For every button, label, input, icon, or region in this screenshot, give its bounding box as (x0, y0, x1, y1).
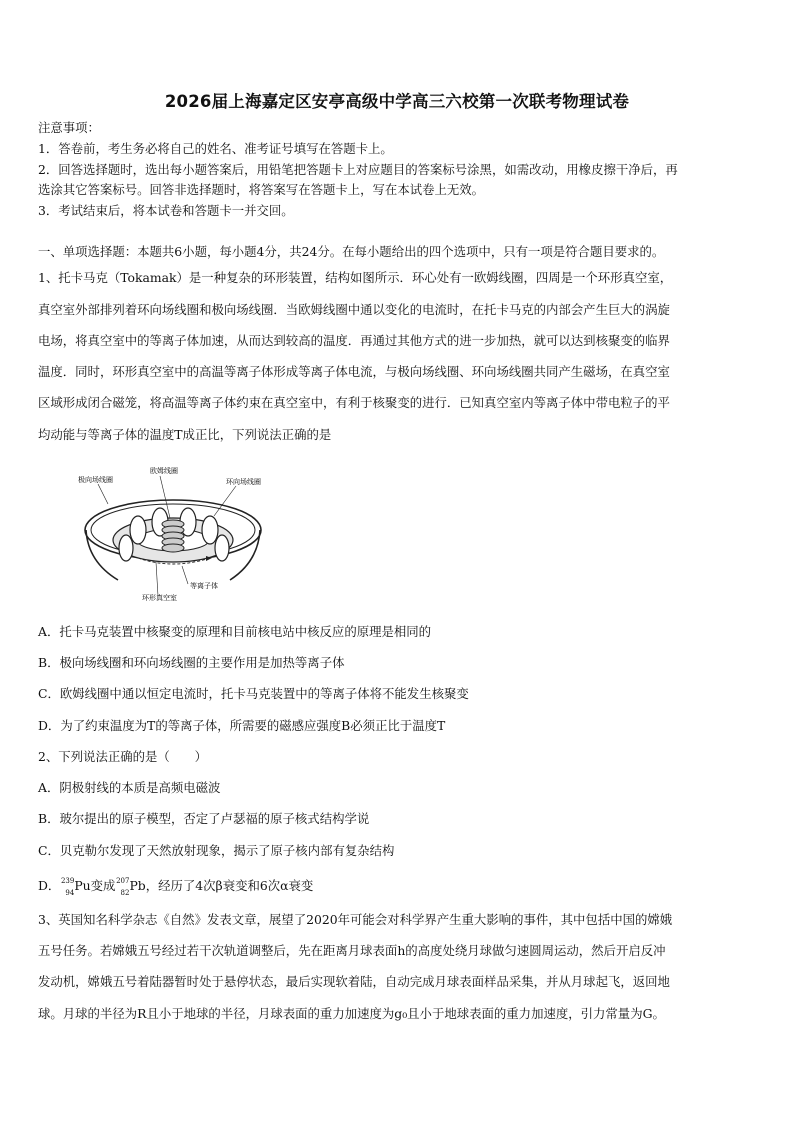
q3-line-3: 发动机，嫦娥五号着陆器暂时处于悬停状态，最后实现软着陆，自动完成月球表面样品采集，并从月球起飞，返回地 (38, 974, 670, 989)
q1-option-c: C．欧姆线圈中通以恒定电流时，托卡马克装置中的等离子体将不能发生核聚变 (38, 686, 469, 701)
note-item-1: 1．答卷前，考生务必将自己的姓名、准考证号填写在答题卡上。 (38, 141, 393, 156)
pu-atomic-number: 94 (65, 889, 75, 897)
page-title: 2026届上海嘉定区安亭高级中学高三六校第一次联考物理试卷 (164, 92, 630, 111)
q2-option-a: A．阴极射线的本质是高频电磁波 (38, 780, 221, 795)
tokamak-diagram (78, 462, 278, 602)
q1-option-b: B．极向场线圈和环向场线圈的主要作用是加热等离子体 (38, 655, 345, 670)
notes-heading: 注意事项： (38, 120, 100, 135)
q3-line-1: 3、英国知名科学杂志《自然》发表文章，展望了2020年可能会对科学界产生重大影响的事件，其中包括中国的嫦娥 (38, 912, 673, 927)
pb-mass-number: 207 (116, 877, 130, 885)
q1-line-3: 电场，将真空室中的等离子体加速，从而达到较高的温度．再通过其他方式的进一步加热，就可以达到核聚变的临界 (38, 333, 670, 348)
label-ohmic-coil: 欧姆线圈 (150, 467, 178, 475)
q1-line-6: 均动能与等离子体的温度T成正比，下列说法正确的是 (38, 427, 332, 442)
note-item-2-cont: 选涂其它答案标号。回答非选择题时，将答案写在答题卡上，写在本试卷上无效。 (38, 182, 485, 197)
note-item-3: 3．考试结束后，将本试卷和答题卡一并交回。 (38, 203, 294, 218)
q1-line-1: 1、托卡马克（Tokamak）是一种复杂的环形装置，结构如图所示．环心处有一欧姆线圈，四周是一个环形真空室， (38, 270, 673, 285)
q2-option-d-prefix: D． (38, 878, 61, 893)
q2-option-c: C．贝克勒尔发现了天然放射现象，揭示了原子核内部有复杂结构 (38, 843, 395, 858)
label-plasma: 等离子体 (190, 582, 218, 590)
q2-option-b: B．玻尔提出的原子模型，否定了卢瑟福的原子核式结构学说 (38, 811, 370, 826)
pu-mass-number: 239 (60, 877, 75, 885)
label-vacuum-chamber: 环形真空室 (142, 594, 177, 602)
q3-line-4: 球。月球的半径为R且小于地球的半径，月球表面的重力加速度为g₀且小于地球表面的重力加速度，引力常量为G。 (38, 1006, 665, 1021)
label-toroidal-coil: 环向场线圈 (226, 478, 261, 486)
q2-option-d-mid: 变成 (90, 878, 116, 893)
pu-symbol: Pu (74, 878, 91, 893)
q2-stem: 2、下列说法正确的是（ ） (38, 749, 207, 764)
note-item-2: 2．回答选择题时，选出每小题答案后，用铅笔把答题卡上对应题目的答案标号涂黑，如需改动，用橡皮擦干净后，再 (38, 162, 678, 177)
label-poloidal-coil: 极向场线圈 (78, 476, 113, 484)
q1-line-4: 温度．同时，环形真空室中的高温等离子体形成等离子体电流，与极向场线圈、环向场线圈共同产生磁场，在真空室 (38, 364, 670, 379)
pb-symbol: Pb (129, 878, 146, 893)
q1-option-d: D．为了约束温度为T的等离子体，所需要的磁感应强度B必须正比于温度T (38, 718, 446, 733)
pb-atomic-number: 82 (120, 889, 130, 897)
q1-option-a: A．托卡马克装置中核聚变的原理和目前核电站中核反应的原理是相同的 (38, 624, 432, 639)
q1-line-2: 真空室外部排列着环向场线圈和极向场线圈．当欧姆线圈中通以变化的电流时，在托卡马克的内部会产生巨大的涡旋 (38, 302, 670, 317)
tokamak-figure (78, 462, 278, 602)
q3-line-2: 五号任务。若嫦娥五号经过若干次轨道调整后，先在距离月球表面h的高度处绕月球做匀速圆周运动，然后开启反冲 (38, 943, 666, 958)
q2-option-d (38, 877, 314, 897)
q1-line-5: 区域形成闭合磁笼，将高温等离子体约束在真空室中，有利于核聚变的进行．已知真空室内等离子体中带电粒子的平 (38, 395, 670, 410)
section-heading: 一、单项选择题：本题共6小题，每小题4分，共24分。在每小题给出的四个选项中，只有一项是符合题目要求的。 (38, 244, 665, 259)
q2-option-d-suffix: ，经历了4次β衰变和6次α衰变 (145, 878, 314, 893)
